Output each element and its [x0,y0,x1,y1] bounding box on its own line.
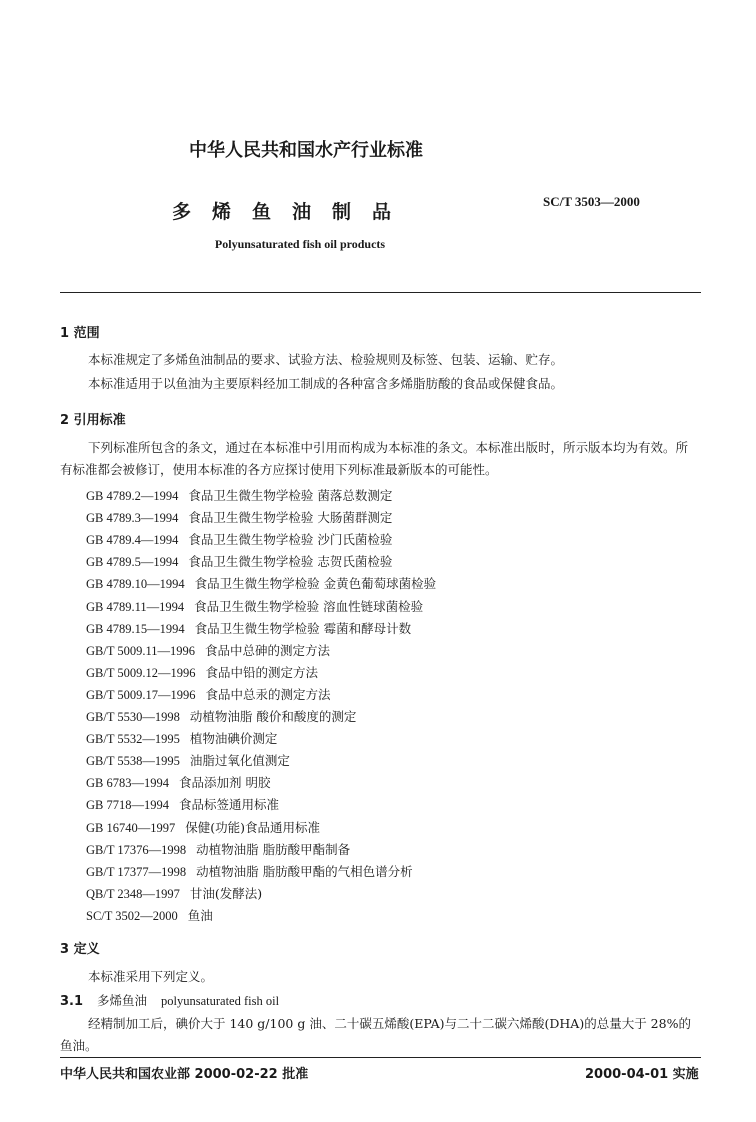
reference-title: 动植物油脂 酸价和酸度的测定 [189,709,357,724]
reference-title: 食品添加剂 明胶 [179,775,271,791]
term-name-en: polyunsaturated fish oil [161,994,280,1008]
reference-code: GB 4789.2—1994 [86,489,179,503]
standard-category-title: 中华人民共和国水产行业标准 [189,140,423,161]
reference-item [86,552,392,570]
reference-code: GB/T 5009.12—1996 [86,665,196,680]
section-2-heading: 2 引用标准 [60,413,126,428]
term-number: 3.1 [60,994,84,1009]
term-definition: 经精制加工后，碘价大于 140 g/100 g 油、二十碳五烯酸(EPA)与二十二碳六烯酸(DHA)的总量大于 28%的鱼油。 [60,1016,691,1053]
reference-title: 鱼油 [187,907,213,923]
reference-title: 食品中总汞的测定方法 [205,686,331,702]
reference-title: 食品标签通用标准 [179,797,280,813]
header-divider [60,292,701,293]
reference-title: 食品卫生微生物学检验 霉菌和酵母计数 [194,620,412,636]
reference-title: 食品中总砷的测定方法 [205,642,331,658]
reference-code: QB/T 2348—1997 [86,886,180,901]
reference-item [86,663,318,681]
reference-item [86,884,262,902]
reference-title: 动植物油脂 脂肪酸甲酯制备 [196,841,351,857]
document-title-cn: 多烯鱼油制品 [172,201,413,223]
reference-item [86,862,413,880]
reference-title: 保健(功能)食品通用标准 [185,819,321,835]
section-3-intro: 本标准采用下列定义。 [88,969,214,984]
term-name-cn: 多烯鱼油 [97,993,148,1008]
reference-item [86,530,392,548]
reference-code: GB/T 17377—1998 [86,864,187,879]
reference-title: 食品卫生微生物学检验 菌落总数测定 [188,488,393,503]
reference-title: 食品卫生微生物学检验 沙门氏菌检验 [188,532,393,548]
reference-code: GB 4789.3—1994 [86,511,179,526]
reference-code: GB 4789.4—1994 [86,533,179,548]
reference-code: GB/T 5009.11—1996 [86,643,196,658]
reference-code: GB/T 5532—1995 [86,732,180,747]
document-title-en: Polyunsaturated fish oil products [214,237,386,251]
reference-item [86,751,290,769]
reference-title: 甘油(发酵法) [189,885,263,901]
section-3-heading: 3 定义 [60,942,100,957]
reference-item [86,906,213,924]
reference-code: SC/T 3502—2000 [86,908,178,923]
reference-item [86,597,423,615]
reference-title: 食品卫生微生物学检验 大肠菌群测定 [188,510,393,526]
reference-item [86,818,320,836]
approval-line: 中华人民共和国农业部 2000-02-22 批准 [60,1067,309,1082]
section-1-heading: 1 范围 [60,326,100,341]
reference-item [86,641,330,659]
term-3-1 [60,991,279,1009]
reference-code: GB 4789.15—1994 [86,621,185,636]
reference-code: GB/T 5009.17—1996 [86,687,196,702]
reference-code: GB/T 5530—1998 [86,710,180,724]
reference-item [86,773,270,791]
footer-divider [60,1057,701,1058]
reference-title: 植物油碘价测定 [189,731,278,747]
reference-code: GB 6783—1994 [86,776,169,791]
reference-title: 食品卫生微生物学检验 金黄色葡萄球菌检验 [194,576,437,592]
implementation-date: 2000-04-01 实施 [585,1067,699,1082]
reference-item [86,707,356,725]
reference-code: GB 16740—1997 [86,820,176,835]
reference-item [86,486,392,504]
reference-item [86,685,331,703]
reference-title: 食品卫生微生物学检验 溶血性链球菌检验 [194,598,424,614]
reference-code: GB 4789.5—1994 [86,555,179,570]
reference-code: GB/T 17376—1998 [86,842,187,857]
standard-number: SC/T 3503—2000 [543,194,640,209]
reference-item [86,795,279,813]
reference-title: 食品中铅的测定方法 [205,664,319,680]
reference-item [86,508,392,526]
section-1-paragraph-2: 本标准适用于以鱼油为主要原料经加工制成的各种富含多烯脂肪酸的食品或保健食品。 [88,376,564,391]
reference-code: GB/T 5538—1995 [86,754,180,769]
section-2-intro: 下列标准所包含的条文，通过在本标准中引用而构成为本标准的条文。本标准出版时，所示版本均为有效。所有标准都会被修订，使用本标准的各方应探讨使用下列标准最新版本的可能性。 [60,440,689,477]
reference-item [86,574,436,592]
reference-item [86,729,277,747]
reference-title: 动植物油脂 脂肪酸甲酯的气相色谱分析 [196,863,413,879]
reference-item [86,619,411,637]
reference-code: GB 4789.10—1994 [86,577,185,592]
reference-code: GB 4789.11—1994 [86,599,185,614]
section-1-paragraph-1: 本标准规定了多烯鱼油制品的要求、试验方法、检验规则及标签、包装、运输、贮存。 [88,352,564,367]
reference-title: 油脂过氧化值测定 [189,753,290,769]
reference-item [86,840,350,858]
reference-code: GB 7718—1994 [86,798,169,813]
reference-title: 食品卫生微生物学检验 志贺氏菌检验 [188,554,393,570]
